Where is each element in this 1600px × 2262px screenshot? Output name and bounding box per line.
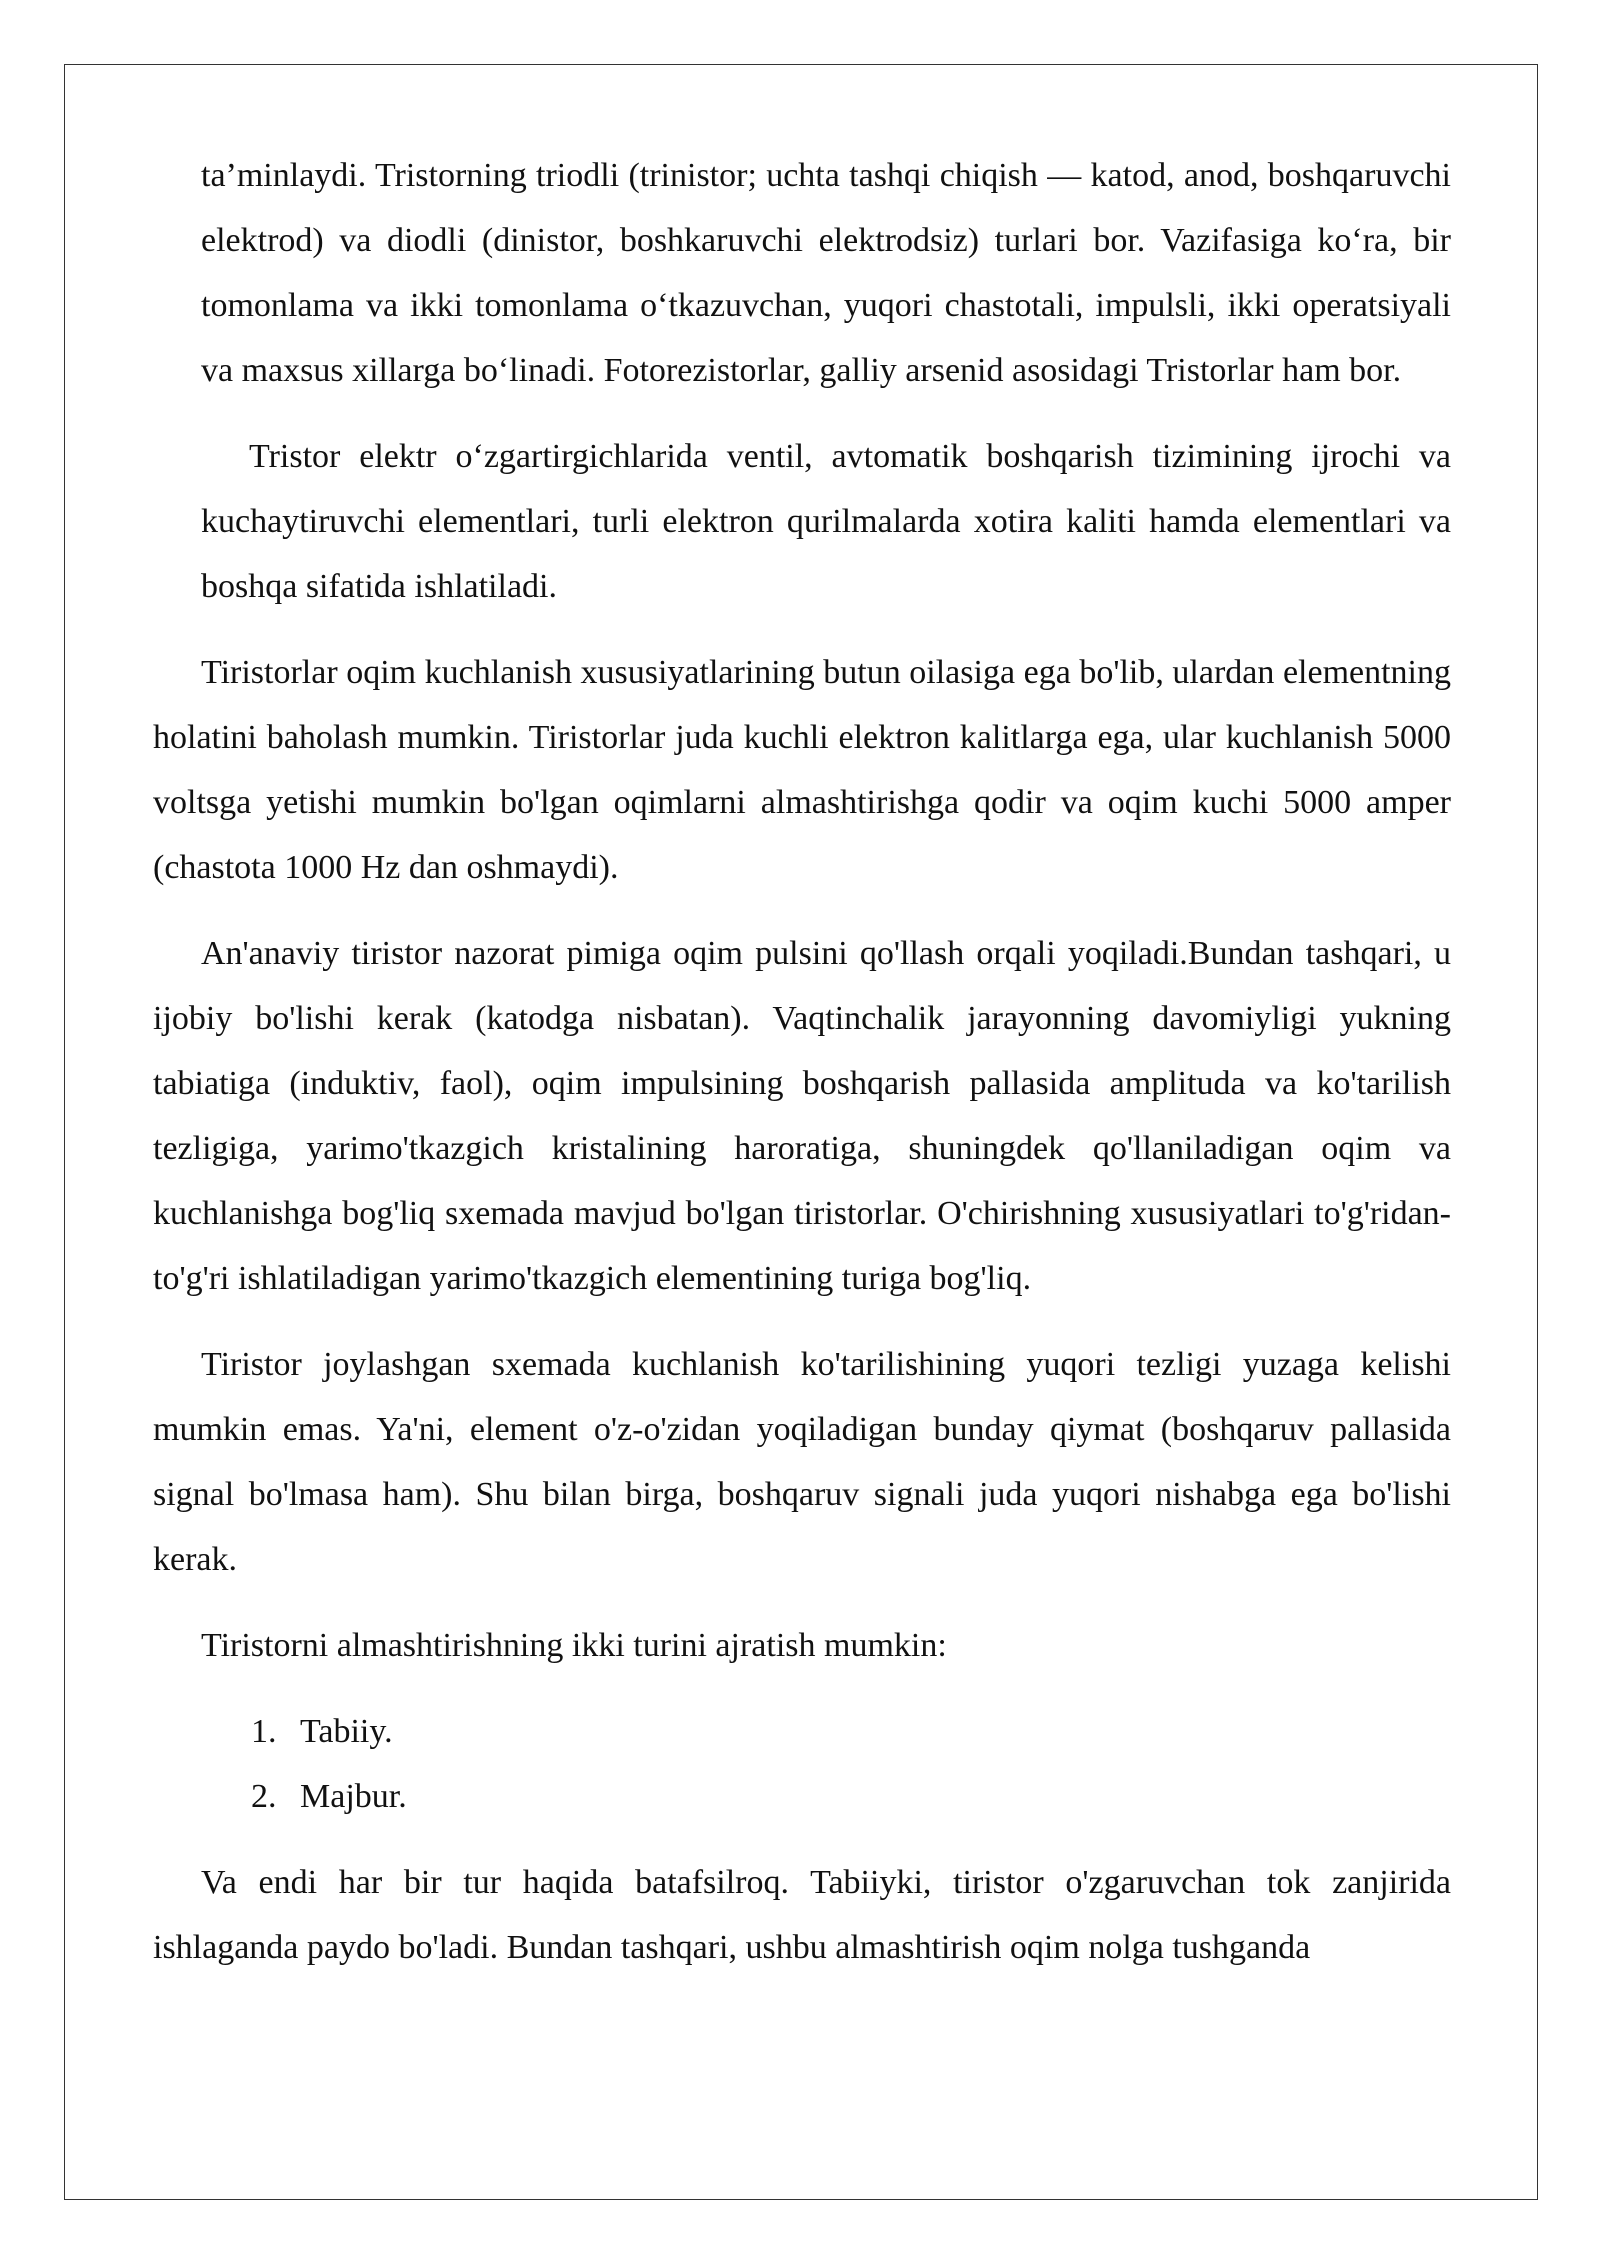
paragraph-tiristor-properties: Tiristorlar oqim kuchlanish xususiyatlarining butun oilasiga ega bo'lib, ulardan elementning holatini baholash mumkin. Tiristorlar juda kuchli elektron kalitlarga ega, ular kuchlanish 5000 voltsga yetishi mumkin bo'lgan oqimlarni almashtirishga qodir va oqim kuchi 5000 amper (chastota 1000 Hz dan oshmaydi). [153,654,1451,886]
list-item-number: 1. [251,1713,277,1750]
paragraph-tristor-types: ta’minlaydi. Tristorning triodli (trinistor; uchta tashqi chiqish — katod, anod, boshqaruvchi elektrod) va diodli (dinistor, boshkaruvchi elektrodsiz) turlari bor. Vazifasiga ko‘ra, bir tomonlama va ikki tomonlama o‘tkazuvchan, yuqori chastotali, impulsli, ikki operatsiyali va maxsus xillarga bo‘linadi. Fotorezistorlar, galliy arsenid asosidagi Tristorlar ham bor. [201,157,1451,389]
paragraph-natural-switching: Va endi har bir tur haqida batafsilroq. Tabiiyki, tiristor o'zgaruvchan tok zanjirida ishlaganda paydo bo'ladi. Bundan tashqari, ushbu almashtirish oqim nolga tushganda [153,1864,1451,1966]
paragraph-voltage-rise: Tiristor joylashgan sxemada kuchlanish ko'tarilishining yuqori tezligi yuzaga kelishi mumkin emas. Ya'ni, element o'z-o'zidan yoqiladigan bunday qiymat (boshqaruv pallasida signal bo'lmasa ham). Shu bilan birga, boshqaruv signali juda yuqori nishabga ega bo'lishi kerak. [153,1346,1451,1578]
paragraph-tiristor-switching-on: An'anaviy tiristor nazorat pimiga oqim pulsini qo'llash orqali yoqiladi.Bundan tashqari, u ijobiy bo'lishi kerak (katodga nisbatan). Vaqtinchalik jarayonning davomiyligi yukning tabiatiga (induktiv, faol), oqim impulsining boshqarish pallasida amplituda va ko'tarilish tezligiga, yarimo'tkazgich kristalining haroratiga, shuningdek qo'llaniladigan oqim va kuchlanishga bog'liq sxemada mavjud bo'lgan tiristorlar. O'chirishning xususiyatlari to'g'ridan-to'g'ri ishlatiladigan yarimo'tkazgich elementining turiga bog'liq. [153,935,1451,1297]
list-item-number: 2. [251,1778,277,1815]
paragraph-switching-types-intro: Tiristorni almashtirishning ikki turini ajratish mumkin: [201,1627,947,1664]
paragraph-tristor-usage: Tristor elektr o‘zgartirgichlarida ventil, avtomatik boshqarish tizimining ijrochi va kuchaytiruvchi elementlari, turli elektron qurilmalarda xotira kaliti hamda elementlari va boshqa sifatida ishlatiladi. [201,438,1451,605]
indented-section [201,143,1451,619]
list-item-text: Tabiiy. [300,1713,393,1750]
list-item [251,1699,1451,1764]
document-body [153,143,1451,1980]
switching-types-list [153,1699,1451,1829]
list-item-text: Majbur. [300,1778,407,1815]
list-item [251,1764,1451,1829]
